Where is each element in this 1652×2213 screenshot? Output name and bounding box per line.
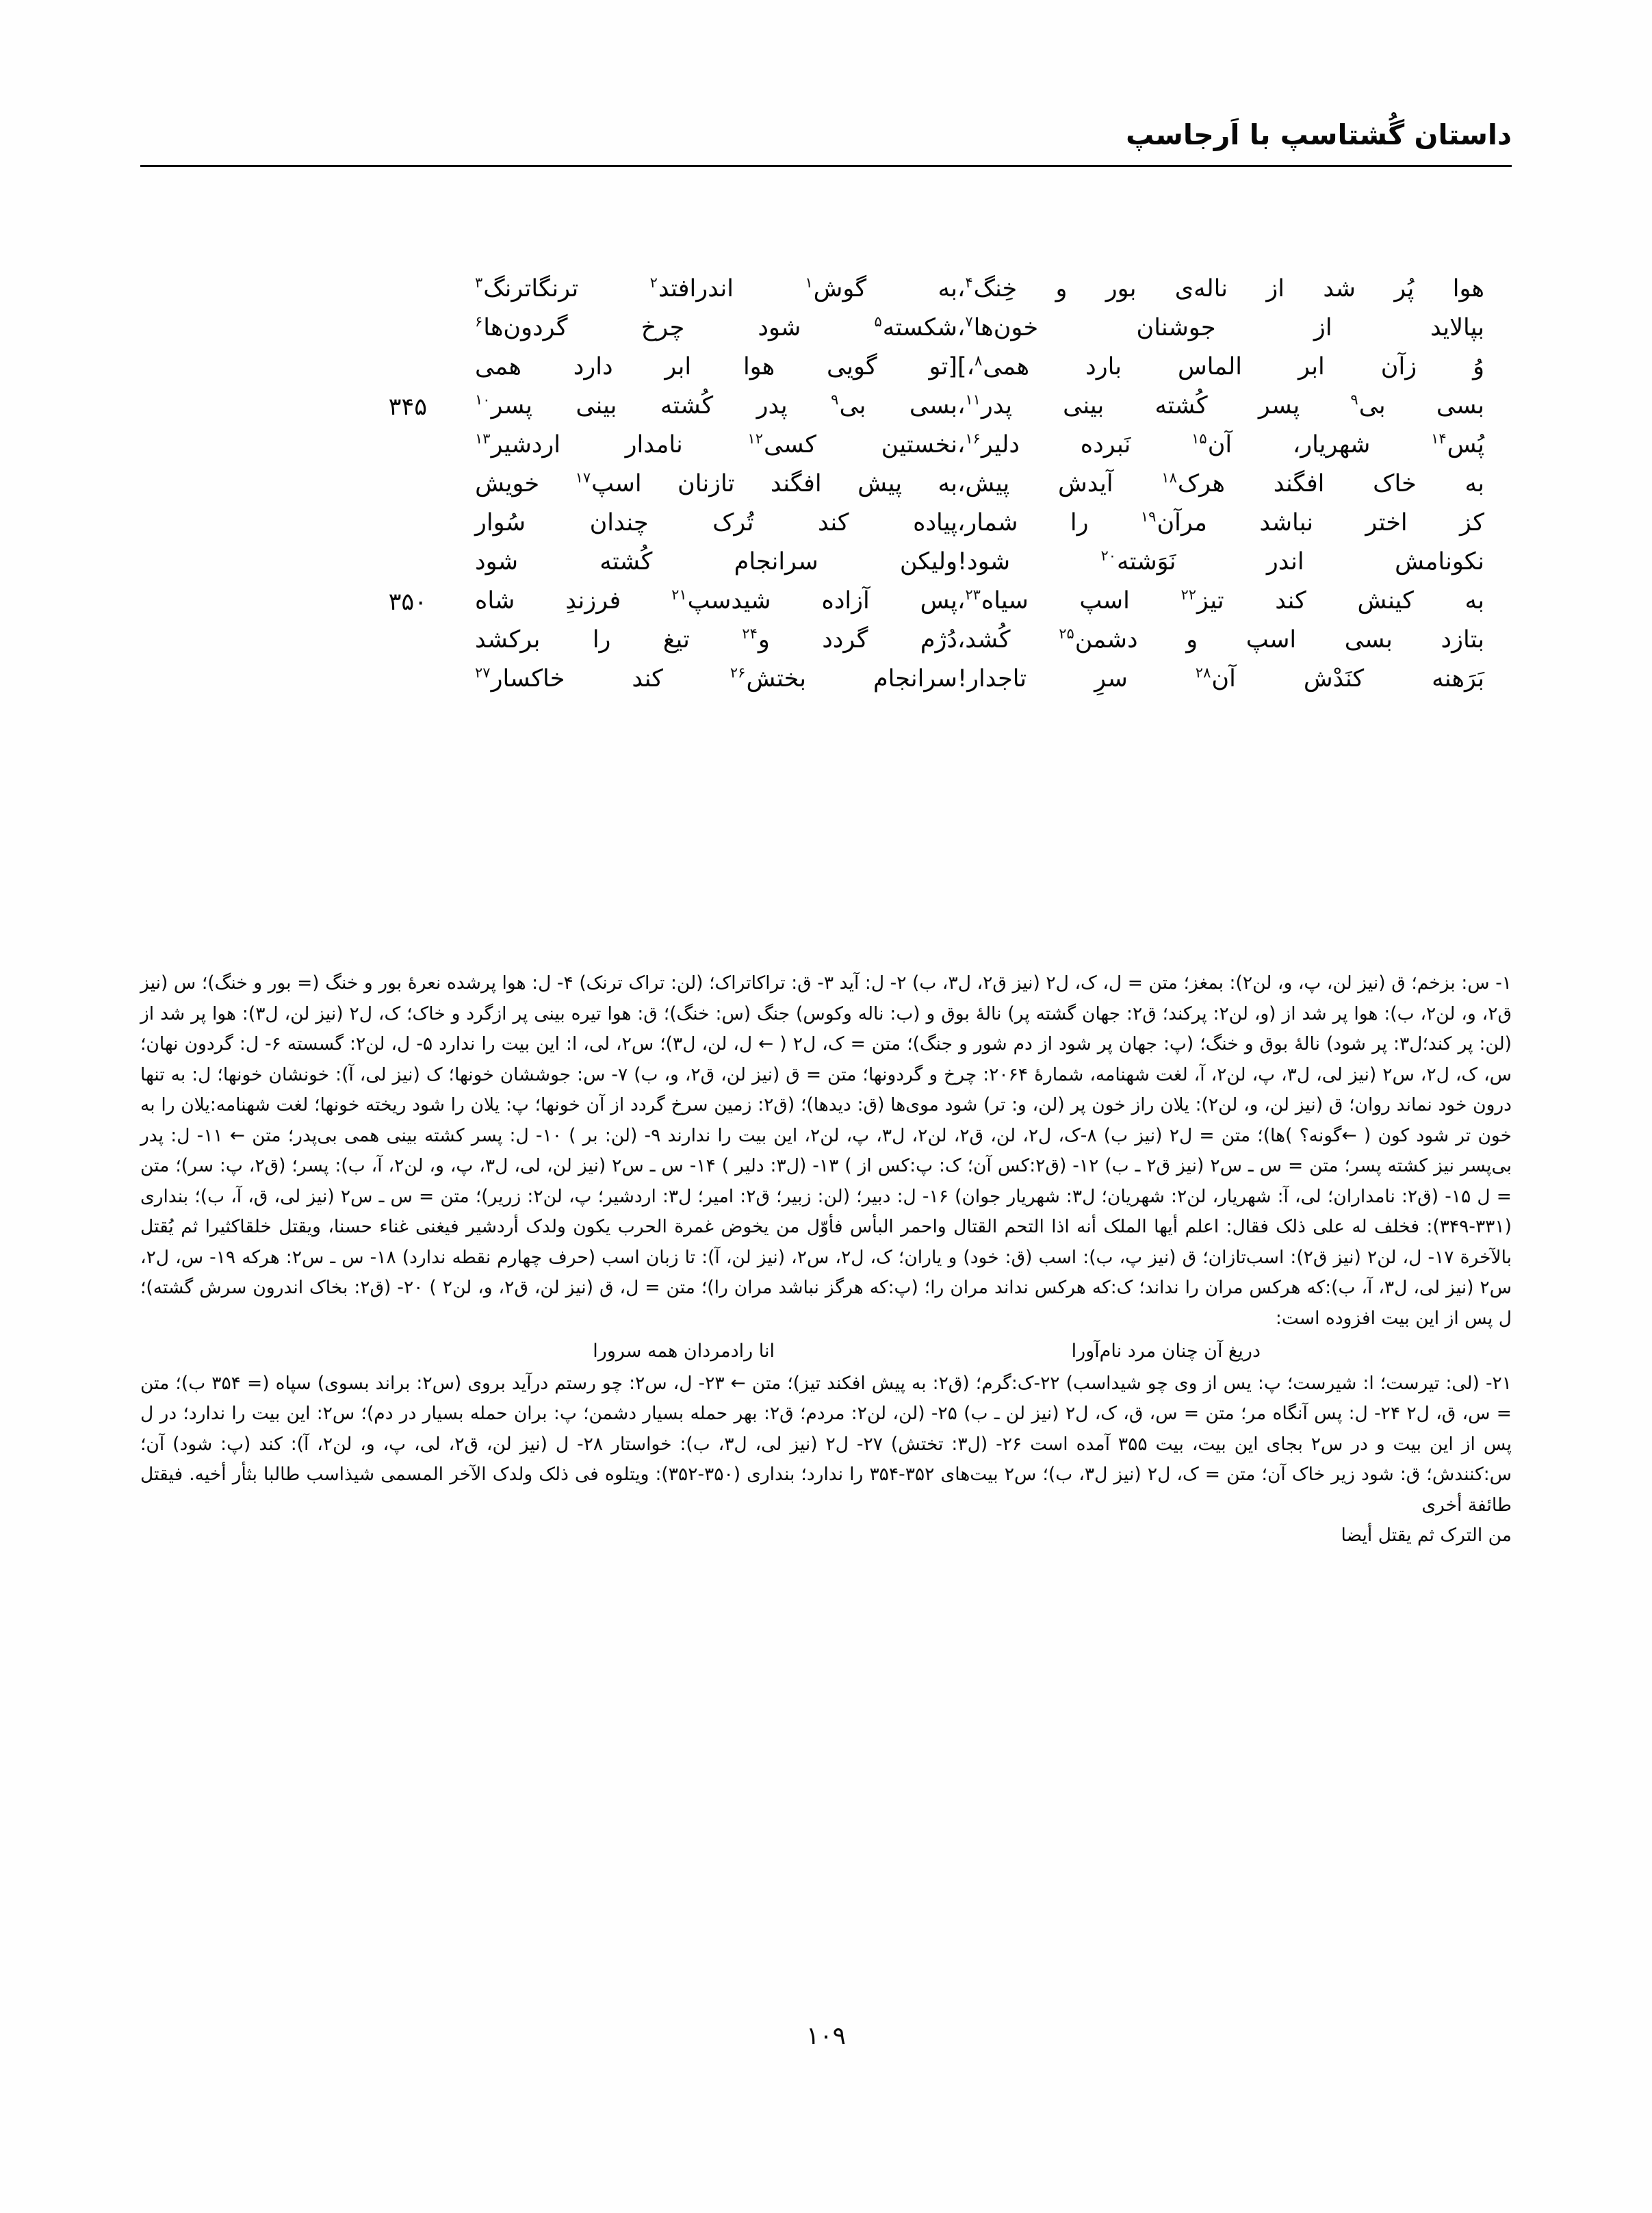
- verse-line-number: [364, 508, 427, 510]
- verse-word: نامدار: [625, 431, 683, 458]
- footnote-marker: ۱: [805, 274, 813, 292]
- verse-word: برکشد: [475, 626, 541, 653]
- verse-left-hemistich: [957, 508, 1512, 536]
- verse-word: خاکسار$^{۲۷}$: [475, 664, 565, 693]
- verse-word: پیاده: [913, 509, 957, 536]
- verse-word: را: [592, 626, 611, 653]
- verse-line-number: [364, 274, 427, 276]
- verse-line: [140, 547, 1512, 586]
- verse-word: جوشنان: [1136, 314, 1216, 341]
- verse-word: شیدسپ$^{۲۱}$: [671, 586, 771, 614]
- footnote-marker: ۱۶: [965, 430, 981, 448]
- verse-word: شود!: [957, 548, 1011, 575]
- verse-word: بسی: [909, 392, 957, 419]
- verse-right-hemistich: [427, 547, 957, 575]
- verse-word: هوا: [1452, 275, 1484, 302]
- verse-word: پیش: [857, 470, 903, 497]
- verse-word: پدر$^{۱۱}$،: [957, 391, 1012, 419]
- verse-word: اردشیر$^{۱۳}$: [475, 430, 561, 458]
- footnote-marker: ۱۲: [747, 430, 763, 448]
- verse-word: افگند: [1273, 470, 1325, 497]
- verse-word: پسر$^{۱۰}$: [475, 391, 532, 419]
- verse-word: نباشد: [1259, 509, 1313, 536]
- footnote-marker: ۲۴: [742, 625, 758, 643]
- verse-word: بسی: [1344, 626, 1393, 653]
- footnote-marker: ۳: [475, 274, 483, 292]
- verse-word: کُشته: [660, 392, 714, 419]
- verse-line: [140, 391, 1512, 430]
- page-title: داستان گُشتاسپ با اَرجاسپ: [1126, 118, 1512, 151]
- verse-word: به: [938, 470, 957, 497]
- verse-left-hemistich: [957, 547, 1512, 575]
- verse-line: [140, 625, 1512, 664]
- verse-word: دلیر$^{۱۶}$،: [957, 430, 1020, 458]
- verse-left-hemistich: [957, 313, 1512, 341]
- verse-left-hemistich: [957, 352, 1512, 380]
- verse-word: بَرَهنه: [1432, 665, 1484, 693]
- critical-apparatus: [140, 968, 1512, 1551]
- verse-word: به: [938, 275, 957, 302]
- verse-word: آن$^{۲۸}$: [1195, 664, 1236, 693]
- verse-word: بینی: [576, 392, 617, 419]
- verse-word: کُشته: [1154, 392, 1208, 419]
- verse-line: [140, 586, 1512, 625]
- verse-word: خویش: [475, 470, 540, 497]
- verse-word: نَوَشته$^{۲۰}$: [1100, 547, 1176, 575]
- footnote-marker: ۲۱: [671, 586, 687, 604]
- verse-left-hemistich: [957, 391, 1512, 419]
- verse-word: کسی$^{۱۲}$: [747, 430, 817, 458]
- verse-word: [تو: [929, 353, 957, 380]
- verse-word: کُشته: [599, 548, 653, 575]
- verse-line-number: [364, 547, 427, 549]
- verse-right-hemistich: [427, 664, 957, 693]
- verse-word: نکونامش: [1395, 548, 1484, 575]
- verse-word: بی$^۹$: [831, 391, 866, 419]
- verse-word: بارد: [1085, 353, 1122, 380]
- verse-word: هوا: [743, 353, 775, 380]
- verse-word: سیاه$^{۲۳}$،: [957, 586, 1029, 614]
- footnote-marker: ۲: [649, 274, 658, 292]
- verse-left-hemistich: [957, 586, 1512, 614]
- verse-line-number: ۳۴۵: [388, 393, 427, 421]
- verse-word: کند: [817, 509, 849, 536]
- verse-right-hemistich: [427, 430, 957, 458]
- verse-word: کند: [632, 665, 663, 693]
- verse-word: بور: [1105, 275, 1137, 302]
- verse-left-hemistich: [957, 469, 1512, 497]
- verse-line: [140, 352, 1512, 391]
- verse-word: ترنگاترنگ$^۳$: [475, 274, 579, 302]
- footnote-marker: ۱۰: [475, 391, 491, 409]
- verse-left-hemistich: [957, 625, 1512, 653]
- running-header: [140, 120, 1512, 195]
- footnote-marker: ۱۹: [1140, 508, 1157, 526]
- verse-word: شود: [758, 314, 801, 341]
- verse-word: سرانجام: [873, 665, 957, 693]
- verse-word: تُرک: [712, 509, 754, 536]
- verse-word: اندرافتد$^۲$: [649, 274, 734, 302]
- verse-word: گویی: [827, 353, 877, 380]
- verse-word: الماس: [1178, 353, 1243, 380]
- verse-word: مرآن$^{۱۹}$: [1140, 508, 1207, 536]
- verse-word: پدر: [756, 392, 788, 419]
- verse-word: کینش: [1357, 587, 1414, 614]
- verse-word: پسر: [1258, 392, 1300, 419]
- verse-word: بختش$^{۲۶}$: [730, 664, 806, 693]
- verse-right-hemistich: [427, 352, 957, 380]
- verse-line-number: [364, 352, 427, 354]
- footnote-marker: ۵: [874, 313, 882, 331]
- verse-word: شد: [1323, 275, 1356, 302]
- verse-word: آزاده: [821, 587, 870, 614]
- verse-line: [140, 430, 1512, 469]
- verse-block: [140, 274, 1512, 703]
- verse-right-hemistich: [427, 469, 957, 497]
- verse-right-hemistich: [427, 508, 957, 536]
- footnote-marker: ۷: [965, 313, 973, 331]
- verse-right-hemistich: [427, 391, 957, 419]
- verse-line: [140, 664, 1512, 703]
- verse-word: خون‌ها$^۷$،: [957, 313, 1039, 341]
- verse-word: پیش،: [957, 470, 1010, 497]
- verse-word: خاک: [1373, 470, 1417, 497]
- verse-word: هرک$^{۱۸}$: [1161, 469, 1225, 497]
- apparatus-notes-second: ۲۱- (لی: تیرست؛ ا: شیرست؛ پ: یس از وی چو شیداسب) ۲۲-ک:گرم؛ (ق۲: به پیش افکند تیز)؛ متن ← ۲۳- ل، س۲: چو رستم درآید بروی (س۲: براند بسوی) سپاه (= ۳۵۴ ب)؛ متن = س، ق، ل۲ ۲۴- ل: پس آنگاه مر؛ متن = س، ق، ک، ل۲ (نیز لن ـ ب) ۲۵- (لن، لن۲: مردم؛ ق۲: بهر حمله بسیار دشمن؛ پ: بران حمله بسیار در دم)؛ س۲: این بیت را ندارد؛ در ل پس از این بیت و در س۲ بجای این بیت، بیت ۳۵۵ آمده است ۲۶- (ل۳: تختش) ۲۷- ل۲ (نیز لی، ل۳، ب): خواستار ۲۸- ل (نیز لن، ق۲، لی، پ، و، لن۲، آ): کند (پ: شود) آن؛ س:کنندش؛ ق: شود زیر خاک آن؛ متن = ک، ل۲ (نیز ل۳، ب)؛ س۲ بیت‌های ۳۵۲-۳۵۴ را ندارد؛ بنداری (۳۵۰-۳۵۲): ویتلوه فی ذلک ولدک الآخر المسمی شیذاسب طالبا بثأر أخیه. فیقتل طائفة أخری: [140, 1372, 1512, 1516]
- verse-word: تازنان: [677, 470, 735, 497]
- verse-line-number: [364, 313, 427, 315]
- verse-word: کند: [1275, 587, 1306, 614]
- verse-right-hemistich: [427, 274, 957, 302]
- apparatus-verse-left-hemistich: انا رادمردان همه سرورا: [593, 1341, 775, 1362]
- verse-line: [140, 469, 1512, 508]
- verse-word: تیز$^{۲۲}$: [1180, 586, 1224, 614]
- footnote-marker: ۹: [1350, 391, 1358, 409]
- verse-word: و$^{۲۴}$: [742, 625, 770, 653]
- verse-word: پس: [920, 587, 957, 614]
- verse-line-number: ۳۵۰: [388, 588, 427, 616]
- verse-word: به: [1464, 587, 1484, 614]
- verse-word: از: [1266, 275, 1285, 302]
- verse-word: شهریار،: [1292, 431, 1371, 458]
- verse-word: گردون‌ها$^۶$: [475, 313, 568, 341]
- footnote-marker: ۲۲: [1180, 586, 1196, 604]
- verse-line-number: [364, 430, 427, 432]
- verse-left-hemistich: [957, 430, 1512, 458]
- verse-word: پُر: [1394, 275, 1415, 302]
- apparatus-notes-first: ۱- س: بزخم؛ ق (نیز لن، پ، و، لن۲): بمغز؛ متن = ل، ک، ل۲ (نیز ق۲، ل۳، ب) ۲- ل: آید ۳- ق: تراکاتراک؛ (لن: تراک ترنک) ۴- ل: هوا پرشده نعرهٔ بور و خنگ (= بور و خنگ)؛ س (نیز ق۲، و، لن۲، ب): هوا پر شد از (و، لن۲: پرکند؛ ق۲: جهان گشته پر) نالهٔ بوق و (ب: ناله وکوس) جنگ (س: خنگ)؛ ق: هوا تیره بینی پر ازگرد و خاک؛ ک، ل۲ (نیز لن، ل۳): هوا پر شد از (لن: پر کند؛ل۳: پر شود) نالهٔ بوق و خنگ؛ (پ: جهان پر شود از دم شور و جنگ)؛ متن = ک، ل۲ ( ← ل، لن، ل۳)؛ س۲، لی، ا: این بیت را ندارد ۵- ل، لن۲: گسسته ۶- ل: گردون نهان؛ س، ک، ل۲، س۲ (نیز لی، ل۳، پ، لن۲، آ، لغت شهنامه، شمارهٔ ۲۰۶۴: چرخ و گردونها؛ متن = ق (نیز لن، ق۲، و، ب) ۷- س: جوششان خونها؛ ک (نیز لی، آ): خونشان خونها؛ ل: به تنها درون خود نماند روان؛ ق (نیز لن، و، لن۲): یلان راز خون پر (لن، و: تر) شود موی‌ها (ق: دیدها)؛ (ق۲: زمین سرخ گردد از آن خونها؛ پ: یلان را شود ریخته خونها؛ لغت شهنامه:یلان را به خون تر شود کون ( ←گونه؟ )ها)؛ متن = ل۲ (نیز ب) ۸-ک، ل۲، لن، ق۲، لن۲، ل۳، پ، لن۲، این بیت را ندارند ۹- (لن: بر ) ۱۰- ل: پسر کشته بینی همی بی‌پدر؛ متن ← ۱۱- ل: پدر بی‌پسر نیز کشته پسر؛ متن = س ـ س۲ (نیز ق۲ ـ ب) ۱۲- (ق۲:کس آن؛ ک: پ:کس از ) ۱۳- (ل۳: دلیر ) ۱۴- س ـ س۲ (نیز لن، لی، ل۳، پ، و، لن۲، آ، ب): پسر؛ (ق۲، پ: سر)؛ متن = ل ۱۵- (ق۲: نامداران؛ لی، آ: شهریار، لن۲: شهریان؛ ل۳: شهریار جوان) ۱۶- ل: دبیر؛ (لن: زبیر؛ ق۲: امیر؛ ل۳: اردشیر؛ پ، لن۲: زریر)؛ متن = س ـ س۲ (نیز لی، ق، آ، ب)؛ بنداری (۳۳۱-۳۴۹): فخلف له علی ذلک فقال: اعلم أیها الملک أنه اذا التحم القتال واحمر البأس فأوّل من یخوض غمرة الحرب یکون ولدک أردشیر فیغنی غناء حسنا، ویقتل خلقاکثیرا ثم یُقتل بالآخرة ۱۷- ل، لن۲ (نیز ق۲): اسب‌تازان؛ ق (نیز پ، ب): اسب (ق: خود) و یاران؛ ک، ل۲، س۲، (نیز لن، آ): تا زبان اسب (حرف چهارم نقطه ندارد) ۱۸- س ـ س۲: هرکه ۱۹- س، ل۲، س۲ (نیز لی، ل۳، آ، ب):که هرکس مران را نداند؛ ک:که هرکس نداند مران را؛ (پ:که هرگز نباشد مران را)؛ متن = ل، ق (نیز لن، ق۲، و، لن۲ ) ۲۰- (ق۲: بخاک اندرون سرش گشته)؛ ل پس از این بیت افزوده است:: [140, 972, 1512, 1329]
- verse-right-hemistich: [427, 586, 957, 614]
- footnote-marker: ۱۴: [1431, 430, 1447, 448]
- verse-line: [140, 313, 1512, 352]
- verse-left-hemistich: [957, 274, 1512, 302]
- verse-word: بسی: [1436, 392, 1484, 419]
- verse-word: اسپ$^{۱۷}$: [575, 469, 642, 497]
- verse-word: شمار،: [957, 509, 1018, 536]
- verse-word: ابر: [1298, 353, 1325, 380]
- verse-line: [140, 274, 1512, 313]
- verse-word: آن$^{۱۵}$: [1191, 430, 1232, 458]
- verse-word: گوش$^۱$: [805, 274, 867, 302]
- verse-word: وُ: [1473, 353, 1484, 380]
- footnote-marker: ۱۵: [1191, 430, 1207, 448]
- verse-word: اختر: [1365, 509, 1408, 536]
- verse-word: کز: [1460, 509, 1484, 536]
- apparatus-arabic-tail: من الترک ثم یقتل أیضا: [1341, 1525, 1512, 1546]
- verse-word: به: [1464, 470, 1484, 497]
- verse-word: کنَدْش: [1303, 665, 1365, 693]
- footnote-marker: ۱۳: [475, 430, 491, 448]
- verse-word: بپالاید: [1430, 314, 1484, 341]
- verse-word: را: [1070, 509, 1089, 536]
- footnote-marker: ۲۶: [730, 664, 746, 682]
- footnote-marker: ۲۵: [1059, 625, 1074, 643]
- verse-word: همی$^۸$،]: [957, 352, 1030, 380]
- verse-line-number: [364, 625, 427, 627]
- footnote-marker: ۱۸: [1161, 469, 1177, 487]
- verse-word: دُژم: [920, 626, 957, 653]
- verse-word: گردد: [822, 626, 868, 653]
- verse-word: و: [1055, 275, 1068, 302]
- footnote-marker: ۴: [965, 274, 973, 292]
- apparatus-verse-right-hemistich: دریغ آن چنان مرد نام‌آورا: [1071, 1341, 1261, 1362]
- footnote-marker: ۲۰: [1100, 547, 1117, 565]
- verse-word: اسپ: [1246, 626, 1297, 653]
- verse-word: ولیکن: [899, 548, 957, 575]
- verse-word: زآن: [1380, 353, 1417, 380]
- verse-word: نَبرده: [1080, 431, 1131, 458]
- verse-word: بینی: [1063, 392, 1105, 419]
- verse-word: تاجدار!: [957, 665, 1027, 693]
- verse-word: شود: [475, 548, 519, 575]
- verse-right-hemistich: [427, 313, 957, 341]
- apparatus-embedded-verse: [140, 1336, 1512, 1367]
- verse-word: افگند: [770, 470, 822, 497]
- footnote-marker: ۹: [831, 391, 839, 409]
- verse-word: آیدش: [1058, 470, 1113, 497]
- verse-word: دارد: [573, 353, 613, 380]
- footnote-marker: ۲۸: [1195, 664, 1211, 682]
- verse-word: کُشد،: [957, 626, 1011, 653]
- verse-word: اسپ: [1079, 587, 1130, 614]
- footnote-marker: ۱۱: [965, 391, 981, 409]
- header-divider: [140, 165, 1512, 167]
- verse-word: و: [1186, 626, 1198, 653]
- verse-word: خِنگ$^۴$،: [957, 274, 1018, 302]
- verse-word: از: [1313, 314, 1332, 341]
- verse-word: سرانجام: [734, 548, 818, 575]
- footnote-marker: ۶: [475, 313, 483, 331]
- verse-word: فرزندِ: [565, 587, 621, 614]
- verse-word: بتازد: [1441, 626, 1484, 653]
- verse-line-number: [364, 664, 427, 667]
- page-number: ۱۰۹: [805, 2022, 846, 2050]
- verse-word: چرخ: [641, 314, 685, 341]
- verse-line-number: [364, 469, 427, 471]
- verse-right-hemistich: [427, 625, 957, 653]
- verse-word: سرِ: [1094, 665, 1128, 693]
- verse-word: چندان: [589, 509, 649, 536]
- footnote-marker: ۲۳: [965, 586, 981, 604]
- verse-line: [140, 508, 1512, 547]
- verse-word: پُس$^{۱۴}$: [1431, 430, 1484, 458]
- verse-word: نخستین: [881, 431, 957, 458]
- verse-word: سُوار: [475, 509, 526, 536]
- footnote-marker: ۱۷: [575, 469, 591, 487]
- verse-word: ابر: [664, 353, 692, 380]
- verse-word: دشمن$^{۲۵}$: [1059, 625, 1138, 653]
- verse-word: اندر: [1266, 548, 1304, 575]
- verse-word: تیغ: [662, 626, 690, 653]
- verse-word: بی$^۹$: [1350, 391, 1386, 419]
- verse-word: شکسته$^۵$: [874, 313, 957, 341]
- verse-word: همی: [475, 353, 521, 380]
- footnote-marker: ۸: [974, 352, 983, 370]
- footnote-marker: ۲۷: [475, 664, 491, 682]
- verse-word: شاه: [475, 587, 515, 614]
- verse-left-hemistich: [957, 664, 1512, 693]
- verse-word: ناله‌ی: [1174, 275, 1228, 302]
